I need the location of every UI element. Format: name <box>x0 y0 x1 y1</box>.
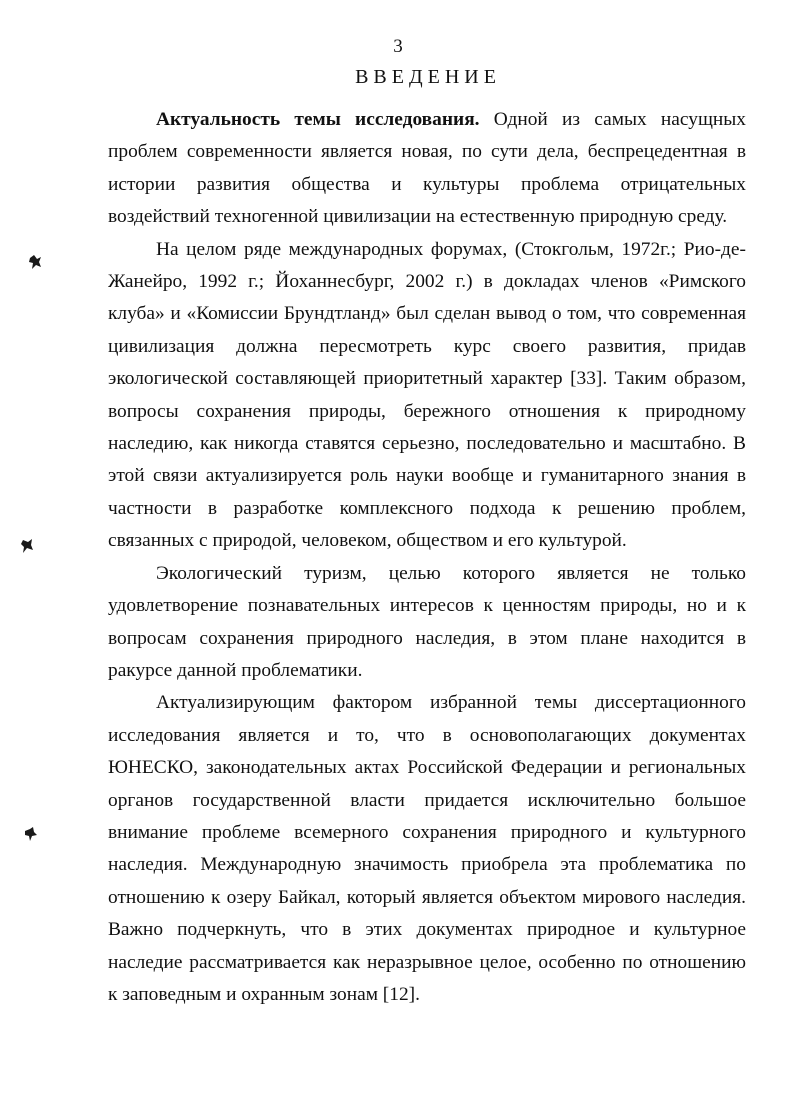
scan-speck-icon <box>28 254 42 270</box>
paragraph-text: На целом ряде международных форумах, (Стокгольм, 1972г.; Рио-де-Жанейро, 1992 г.; Йоханнесбург, 2002 г.) в докладах членов «Римского клуба» и «Комиссии Брундтланд» был сделан вывод о том, что современная цивилизация должна пересмотреть курс своего развития, придав экологической составляющей приоритетный характер [33]. Таким образом, вопросы сохранения природы, бережного отношения к природному наследию, как никогда ставятся серьезно, последовательно и масштабно. В этой связи актуализируется роль науки вообще и гуманитарного знания в частности в разработке комплексного подхода к решению проблем, связанных с природой, человеком, обществом и его культурой. <box>108 238 746 552</box>
body-text <box>108 104 746 1011</box>
paragraph-text: Одной из самых насущных проблем современности является новая, по сути дела, беспрецедентная в истории развития общества и культуры проблема отрицательных воздействий техногенной цивилизации на естественную природную среду. <box>108 109 746 228</box>
paragraph-forums <box>108 234 746 558</box>
paragraph-unesco <box>108 687 746 1011</box>
scan-speck-icon <box>24 826 38 842</box>
paragraph-text: Актуализирующим фактором избранной темы диссертационного исследования является и то, что в основополагающих документах ЮНЕСКО, законодательных актах Российской Федерации и региональных органов государственной власти придается исключительно большое внимание проблеме всемерного сохранения природного и культурного наследия. Международную значимость приобрела эта проблематика по отношению к озеру Байкал, который является объектом мирового наследия. Важно подчеркнуть, что в этих документах природное и культурное наследие рассматривается как неразрывное целое, особенно по отношению к заповедным и охранным зонам [12]. <box>108 692 746 1005</box>
paragraph-relevance <box>108 104 746 234</box>
paragraph-text: Экологический туризм, целью которого является не только удовлетворение познавательных интересов к ценностям природы, но и к вопросам сохранения природного наследия, в этом плане находится в ракурсе данной проблематики. <box>108 562 746 681</box>
page-title: ВВЕДЕНИЕ <box>355 66 501 88</box>
page-number: 3 <box>393 36 403 57</box>
paragraph-ecotourism <box>108 558 746 688</box>
scan-speck-icon <box>20 538 34 554</box>
paragraph-lead: Актуальность темы исследования. <box>156 109 480 130</box>
